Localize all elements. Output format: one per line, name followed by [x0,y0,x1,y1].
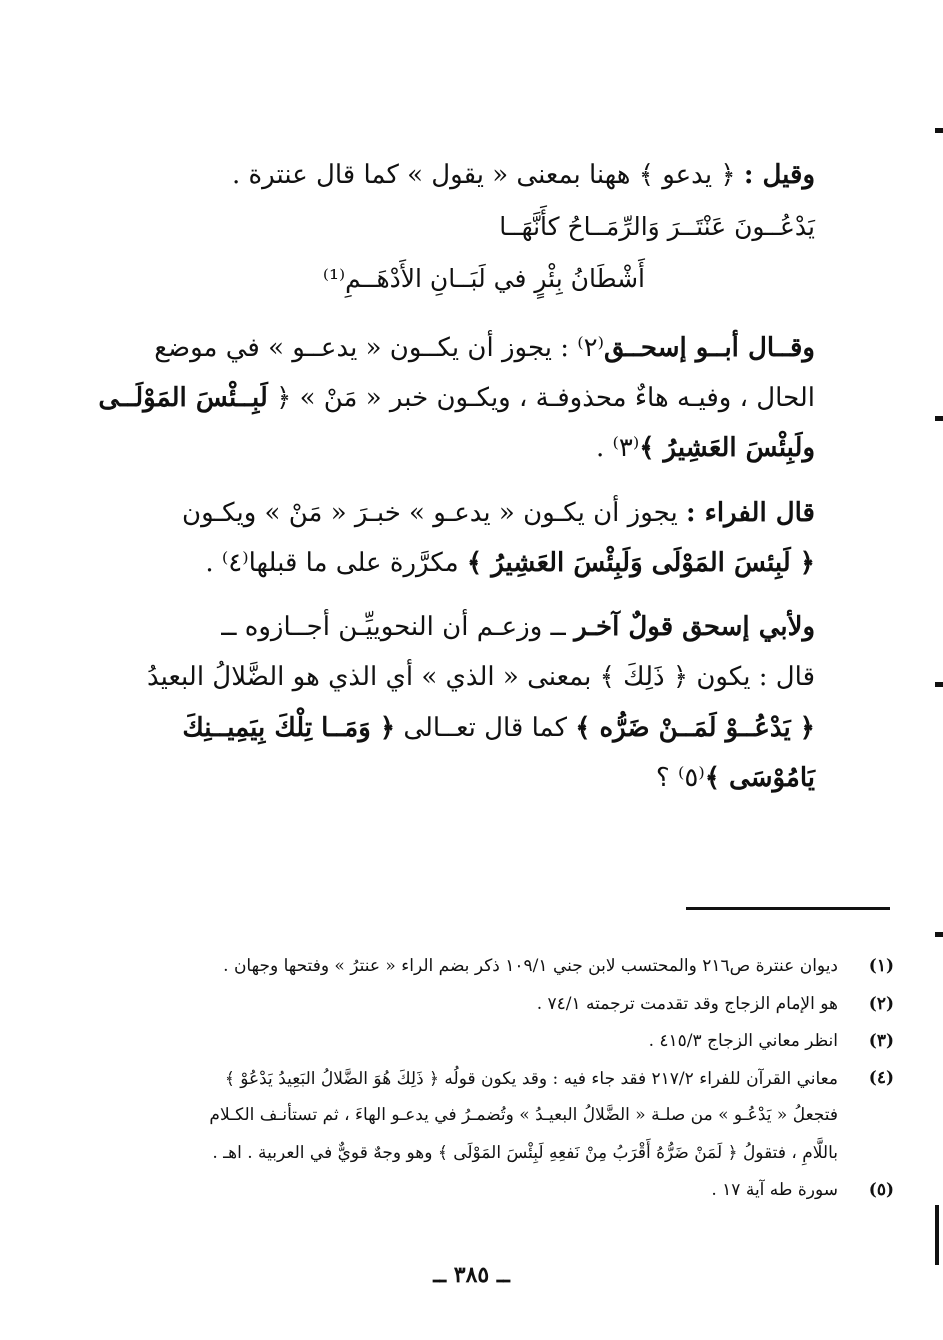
poem-verse-1: يَدْعُــونَ عَنْتَــرَ وَالرِّمَــاحُ كأَنَّهَــا [499,212,815,241]
line-text: ــ وزعـم أن النحوييِّـن أجــازوه ــ [221,612,575,642]
scan-edge-mark [935,682,943,687]
speaker-lead: وقيل : [743,160,815,190]
footnote-text: معاني القرآن للفراء ٢١٧/٢ فقد جاء فيه : وقد يكون قولُه ﴿ ذَلِكَ هُوَ الضَّلالُ البَعِيدُ يَدْعُوْ ﴾ [224,1069,838,1089]
poem-verse-2: أَشْطَانُ بِئْرٍ في لَبَــانِ الأَدْهَــمِ⁽¹⁾ [322,264,645,293]
line-text: مكرَّرة على ما قبلها⁽٤⁾ . [205,548,467,578]
speaker-lead: ولأبي إسحق قولٌ آخـر [574,612,815,642]
text-line-2 [154,333,815,363]
footnote-number: (٢) [868,994,894,1014]
quran-quote: ﴿ لَبِئسَ المَوْلَى وَلَبِئْسَ العَشِيرُ ﴾ [466,548,815,578]
footnote-text: ديوان عنترة ص٢١٦ والمحتسب لابن جني ١٠٩/١ ذكر بضم الراء « عنترُ » وفتحها وجهان . [223,956,838,976]
scan-edge-mark [935,128,943,133]
line-text: ⁽٣⁾ . [595,433,640,463]
footnote-text: فتجعلُ « يَدْعُـو » من صلـة « الضَّلالُ البعيـدُ » وتُضمـرُ في يدعـو الهاءَ ، ثم تستأنـف الكـلام [209,1105,838,1125]
quran-quote: يَامُوْسَى ﴾ [704,763,815,793]
page-number: ــ ٣٨٥ ــ [433,1262,510,1288]
quran-quote: ﴿ وَمَــا تِلْكَ بِيَمِيــنِكَ [182,713,396,743]
text-line-7 [221,612,815,642]
footnote-1 [138,956,894,976]
footnote-4 [138,1068,894,1089]
footnote-separator [686,907,890,910]
line-text: الحال ، وفيـه هاءٌ محذوفـة ، ويكـون خبر « مَنْ » ﴿ [276,383,815,413]
scan-edge-mark [935,416,943,421]
text-line-6 [205,548,815,578]
footnote-text: هو الإمام الزجاج وقد تقدمت ترجمته ٧٤/١ . [536,994,838,1014]
footnote-number: (٥) [868,1180,894,1200]
text-line-9 [182,713,815,743]
footnote-number: (١) [868,956,894,976]
text-line-4 [596,433,815,463]
footnote-4-continued [138,1142,838,1163]
speaker-lead: وقــال أبــو إسحــق [604,333,815,363]
footnote-5 [138,1180,894,1200]
quran-quote: ﴿ يَدْعُــوْ لَمَــنْ ضَرُّه ﴾ [575,713,815,743]
scan-edge-mark [935,932,943,937]
footnote-4-continued [138,1105,838,1125]
quran-quote: لَبِــئْسَ المَوْلَــى [98,383,268,413]
line-text: ⁽٥⁾ ؟ [655,763,705,793]
line-text: ⁽٢⁾ : يجوز أن يكــون « يدعــو » في موضع [154,333,605,363]
text-line-1 [232,160,815,190]
line-text: ﴿ يدعو ﴾ ههنا بمعنى « يقول » كما قال عنترة . [232,160,744,190]
text-line-5 [182,498,815,528]
footnote-text: انظر معاني الزجاج ٤١٥/٣ . [648,1031,838,1051]
footnote-number: (٣) [868,1031,894,1051]
footnote-text: سورة طه آية ١٧ . [711,1180,838,1200]
text-line-10 [656,763,815,793]
footnote-3 [138,1031,894,1051]
footnote-text: باللَّامِ ، فتقولُ ﴿ لَمَنْ ضَرُّهُ أَقْرَبُ مِنْ نَفعِهِ لَبِئْسَ المَوْلَى ﴾ وهو وجهٌ قويٌّ في العربية . اهـ . [212,1143,838,1163]
footnote-2 [138,994,894,1014]
line-text: يجوز أن يكـون « يدعـو » خبـرَ « مَنْ » ويكـون [182,498,686,528]
quran-quote: ولَبِئْسَ العَشِيرُ ﴾ [639,433,815,463]
footnote-number: (٤) [868,1068,894,1088]
line-text: كما قال تعــالى [395,713,576,743]
text-line-8 [147,662,815,692]
text-line-3 [98,383,815,413]
speaker-lead: قال الفراء : [685,498,815,528]
line-text: قال : يكون ﴿ ذَلِكَ ﴾ بمعنى « الذي » أي الذي هو الضَّلالُ البعيدُ [147,662,815,692]
scan-edge-mark [935,1205,939,1265]
